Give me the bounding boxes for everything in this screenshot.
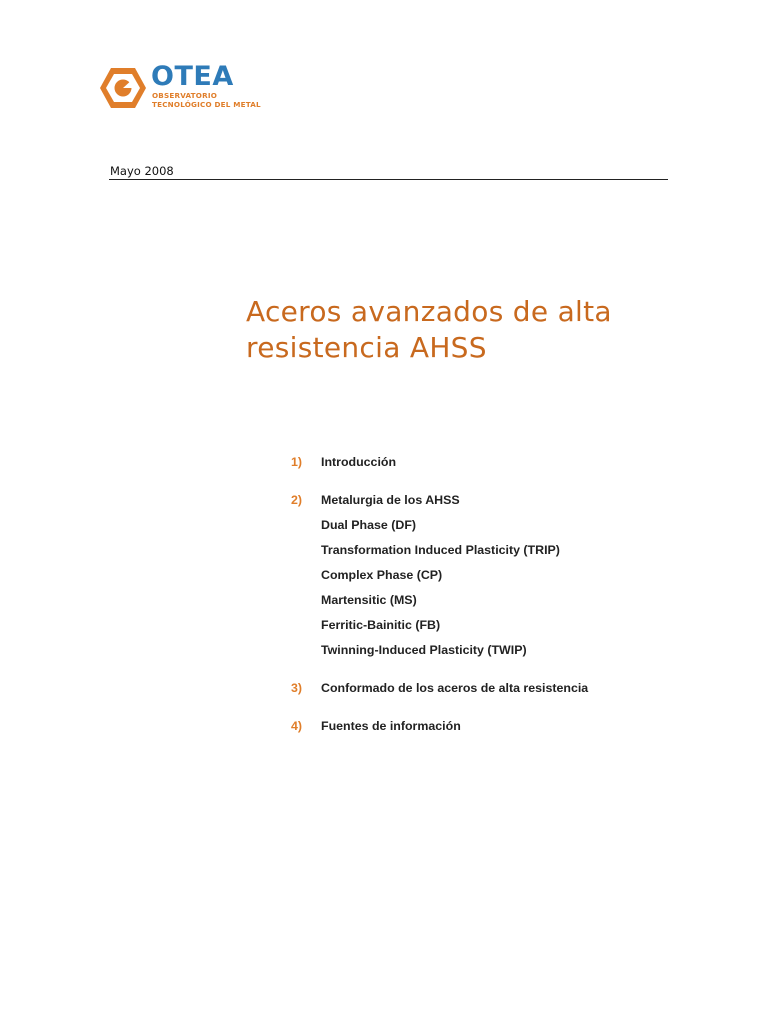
toc-subitem: Ferritic-Bainitic (FB) xyxy=(321,618,441,632)
toc-subitem: Complex Phase (CP) xyxy=(321,568,443,582)
toc-subitems xyxy=(291,515,651,665)
toc-number: 1) xyxy=(291,455,303,469)
otea-logo xyxy=(99,61,269,112)
logo-subtitle-line2: TECNOLÓGICO DEL METAL xyxy=(152,100,261,109)
table-of-contents xyxy=(291,452,651,754)
toc-number: 3) xyxy=(291,681,303,695)
toc-label: Conformado de los aceros de alta resistencia xyxy=(321,681,589,695)
logo-wordmark: OTEA xyxy=(151,61,234,92)
toc-subitem: Dual Phase (DF) xyxy=(321,518,417,532)
toc-subitem: Twinning-Induced Plasticity (TWIP) xyxy=(321,643,527,657)
header-divider xyxy=(109,179,668,180)
toc-label: Fuentes de información xyxy=(321,719,461,733)
toc-number: 4) xyxy=(291,719,303,733)
toc-label: Introducción xyxy=(321,455,397,469)
toc-item xyxy=(291,678,651,703)
toc-number: 2) xyxy=(291,493,303,507)
document-date: Mayo 2008 xyxy=(110,164,174,178)
toc-entry xyxy=(291,452,651,477)
toc-entry xyxy=(291,716,651,741)
otea-hexagon-icon xyxy=(99,66,147,110)
logo-subtitle-line1: OBSERVATORIO xyxy=(152,91,218,100)
toc-item xyxy=(291,490,651,665)
toc-entry xyxy=(291,678,651,703)
toc-item xyxy=(291,452,651,477)
toc-subitem: Martensitic (MS) xyxy=(321,593,417,607)
toc-subitem: Transformation Induced Plasticity (TRIP) xyxy=(321,543,560,557)
toc-item xyxy=(291,716,651,741)
toc-entry xyxy=(291,490,651,515)
document-title: Aceros avanzados de alta resistencia AHSS xyxy=(246,295,612,364)
toc-label: Metalurgia de los AHSS xyxy=(321,493,460,507)
